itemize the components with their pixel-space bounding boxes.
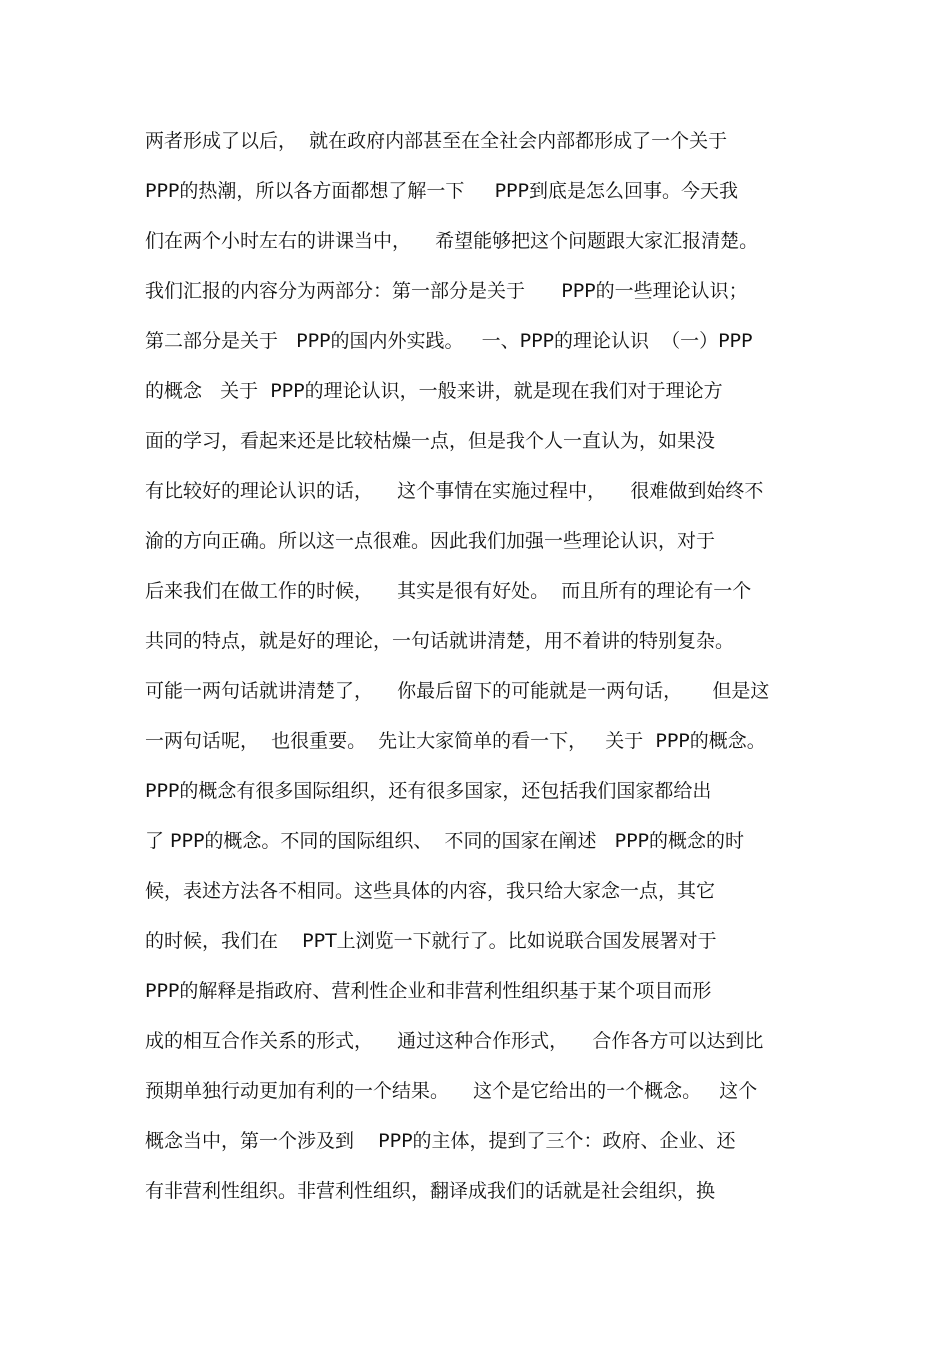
text-line: 成的相互合作关系的形式， 通过这种合作形式， 合作各方可以达到比 (145, 1030, 764, 1052)
text-line: 们在两个小时左右的讲课当中， 希望能够把这个问题跟大家汇报清楚。 (145, 230, 759, 252)
text-line: 共同的特点，就是好的理论，一句话就讲清楚，用不着讲的特别复杂。 (145, 630, 735, 652)
text-line: 后来我们在做工作的时候， 其实是很有好处。 而且所有的理论有一个 (145, 580, 752, 602)
text-line: PPP的热潮，所以各方面都想了解一下 PPP到底是怎么回事。今天我 (145, 180, 738, 202)
text-line: 我们汇报的内容分为两部分：第一部分是关于 PPP的一些理论认识； (145, 280, 748, 302)
text-line: 渝的方向正确。所以这一点很难。因此我们加强一些理论认识，对于 (145, 530, 716, 552)
text-line: PPP的解释是指政府、营利性企业和非营利性组织基于某个项目而形 (145, 980, 712, 1002)
text-line: 两者形成了以后， 就在政府内部甚至在全社会内部都形成了一个关于 (145, 130, 728, 152)
text-line: 概念当中，第一个涉及到 PPP的主体，提到了三个：政府、企业、还 (145, 1130, 736, 1152)
text-line: 可能一两句话就讲清楚了， 你最后留下的可能就是一两句话， 但是这 (145, 680, 770, 702)
text-line: 候，表述方法各不相同。这些具体的内容，我只给大家念一点，其它 (145, 880, 716, 902)
text-line: 有比较好的理论认识的话， 这个事情在实施过程中， 很难做到始终不 (145, 480, 764, 502)
text-line: 一两句话呢， 也很重要。 先让大家简单的看一下， 关于 PPP的概念。 (145, 730, 766, 752)
text-line: PPP的概念有很多国际组织，还有很多国家，还包括我们国家都给出 (145, 780, 712, 802)
text-line: 的时候，我们在 PPT上浏览一下就行了。比如说联合国发展署对于 (145, 930, 717, 952)
body-text (145, 124, 825, 1224)
text-line: 有非营利性组织。非营利性组织，翻译成我们的话就是社会组织，换 (145, 1180, 716, 1202)
text-line: 面的学习，看起来还是比较枯燥一点，但是我个人一直认为，如果没 (145, 430, 716, 452)
text-line: 了 PPP的概念。不同的国际组织、 不同的国家在阐述 PPP的概念的时 (145, 830, 744, 852)
text-line: 的概念 关于 PPP的理论认识，一般来讲，就是现在我们对于理论方 (145, 380, 723, 402)
text-line: 第二部分是关于 PPP的国内外实践。 一、PPP的理论认识 （一）PPP (145, 330, 753, 352)
text-line: 预期单独行动更加有利的一个结果。 这个是它给出的一个概念。 这个 (145, 1080, 758, 1102)
